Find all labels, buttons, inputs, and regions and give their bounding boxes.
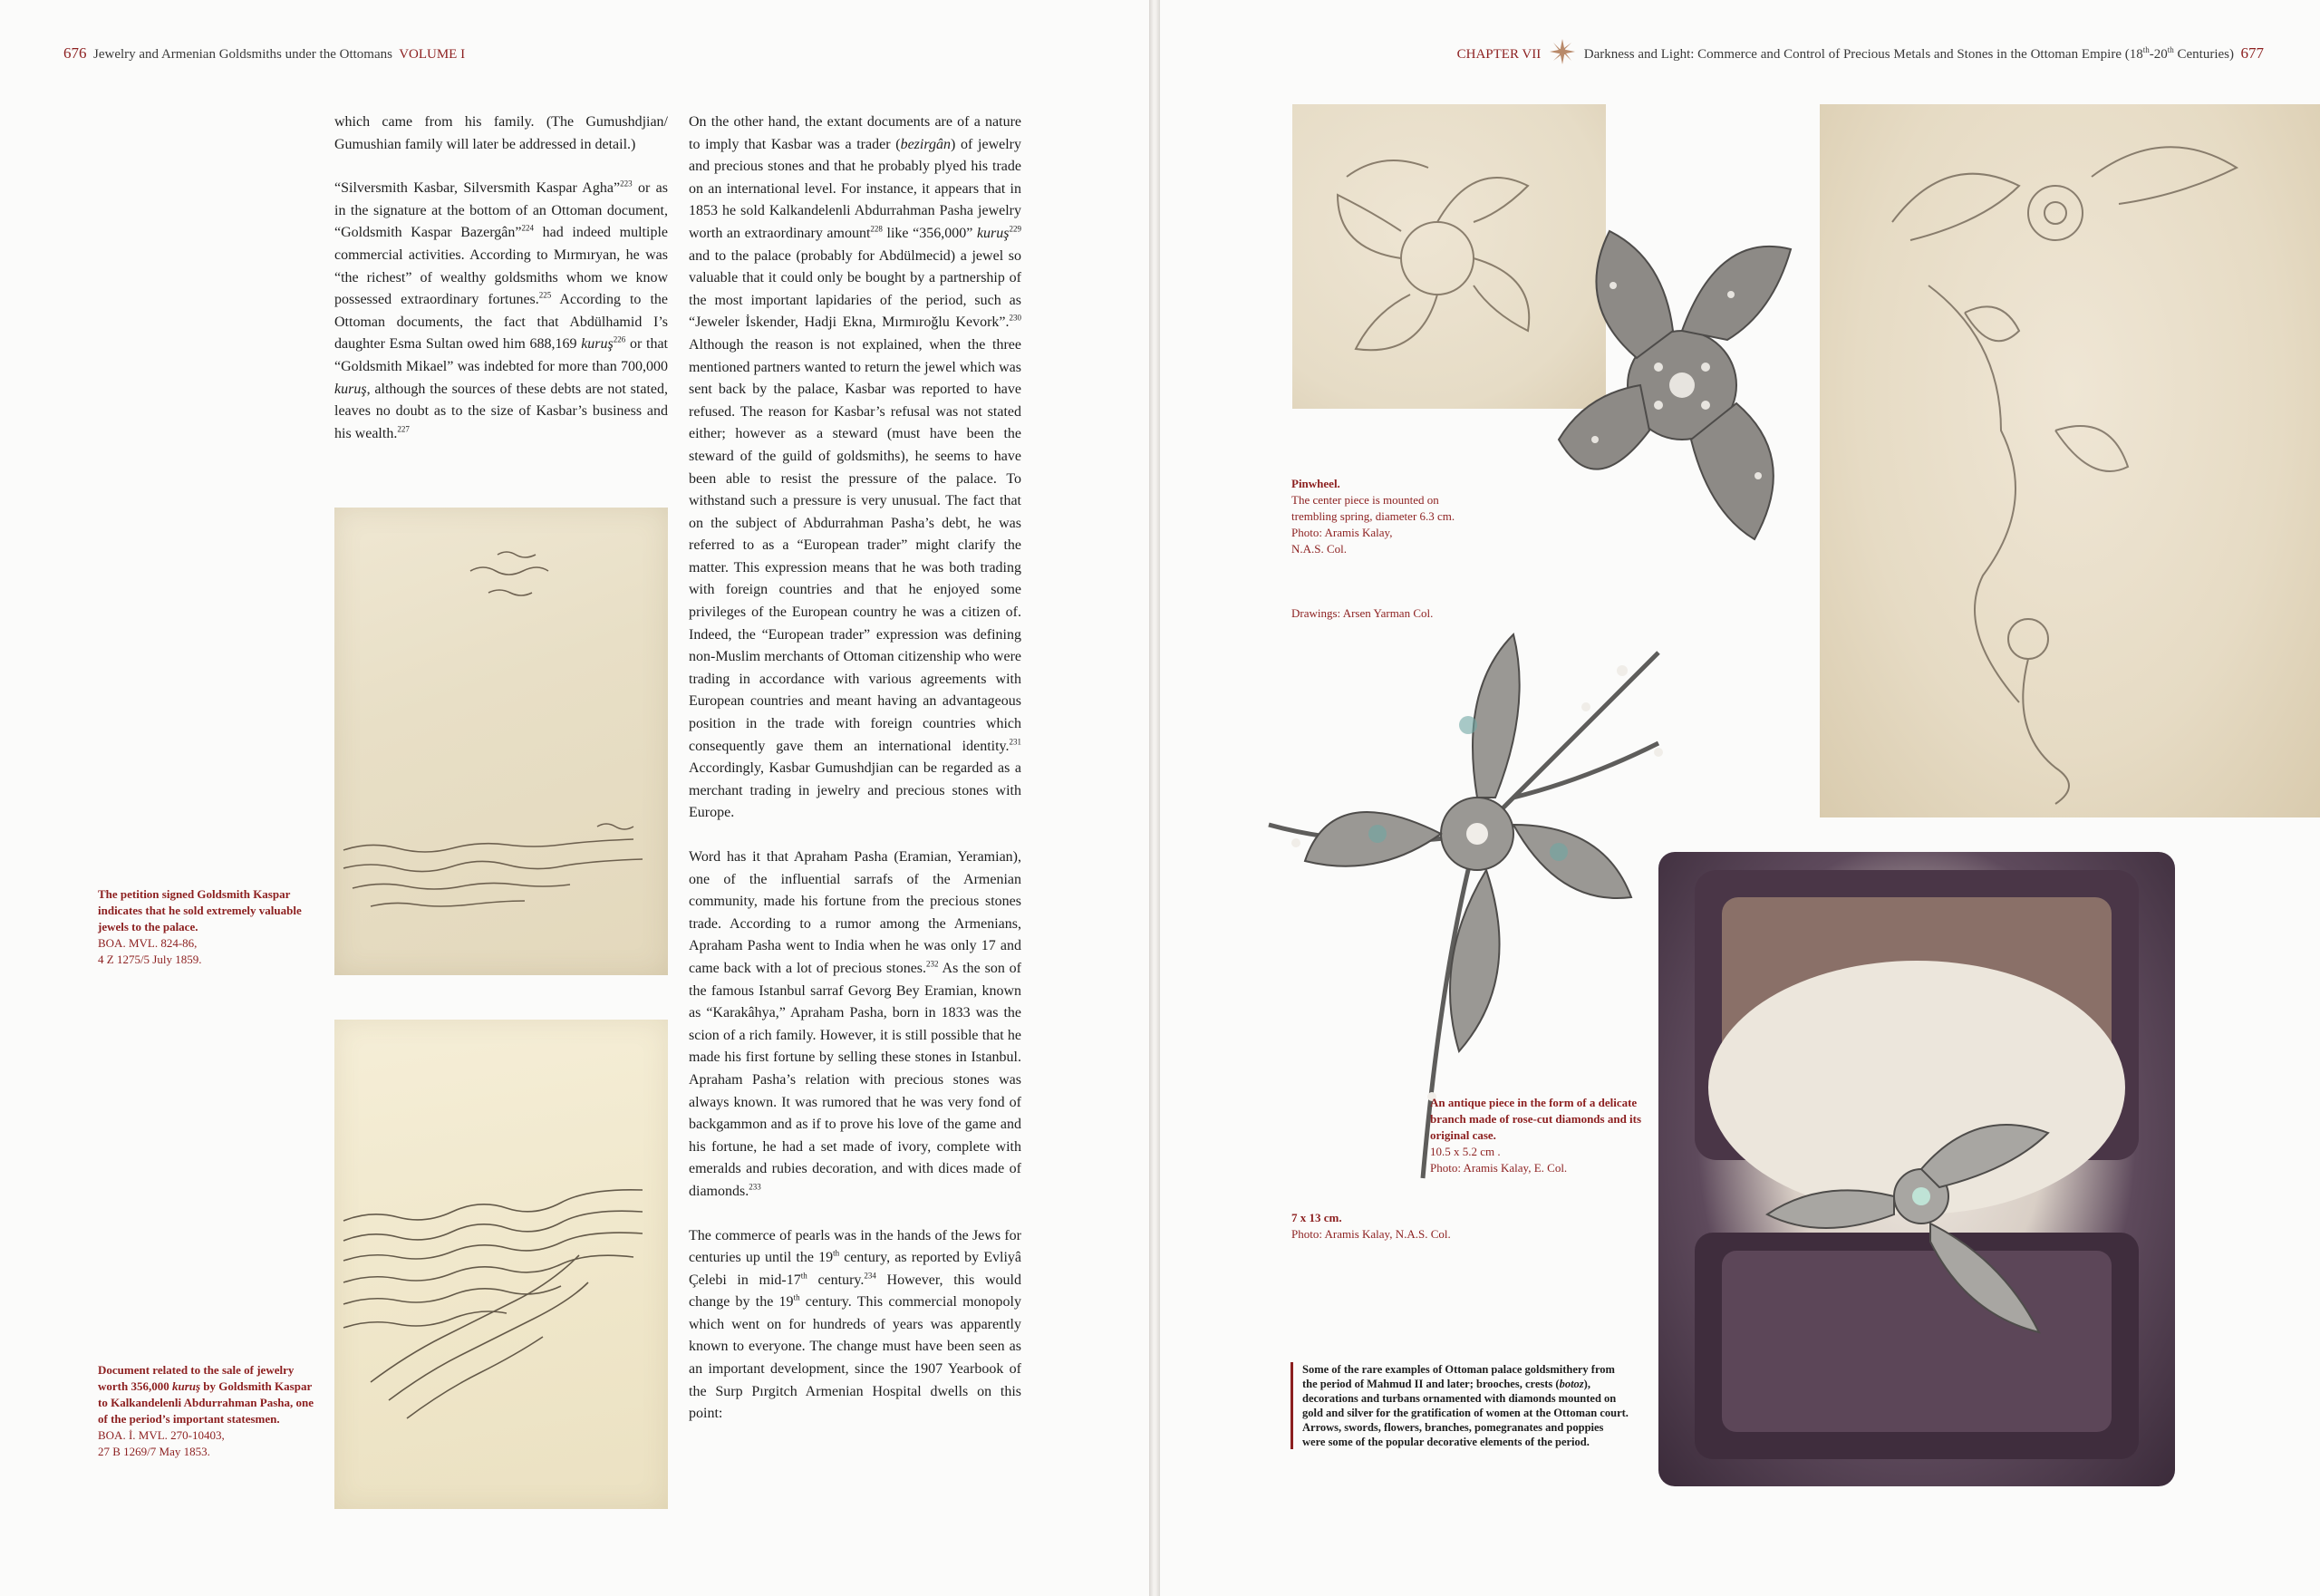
paragraph: which came from his family. (The Gumushdjian/ Gumushian family will later be addressed in detail.): [334, 114, 668, 152]
footnote-ref[interactable]: 224: [521, 224, 534, 234]
text-column-2: [689, 111, 1021, 1447]
footnote-ref[interactable]: 233: [749, 1182, 761, 1192]
sidebar-note: Some of the rare examples of Ottoman palace goldsmithery from the period of Mahmud II and later; brooches, crests (botoz), decorations and turbans ornamented with diamonds mounted on gold and silver for the gratification of women at the Ottoman court. Arrows, swords, flowers, branches, pomegranates and poppies were some of the popular decorative elements of the period.: [1290, 1362, 1629, 1449]
paragraph: “Silversmith Kasbar, Silversmith Kaspar Agha”$^{223}$ or as in the signature at the bottom of an Ottoman document, “Goldsmith Kaspar Bazergân”$^{224}$ had indeed multiple commercial activities. According to Mırmıryan, he was “the richest” of wealthy goldsmiths whom we know possessed extraordinary fortunes.$^{225}$ According to the Ottoman documents, the fact that Abdülhamid I’s daughter Esma Sultan owed him 688,169 kuruş$^{226}$ or that “Goldsmith Mikael” was indebted for more than 700,000 kuruş, although the sources of these debts are not stated, leaves no doubt as to the size of Kasbar’s business and his wealth.$^{227}$: [334, 179, 669, 441]
floral-drawing-image: [1820, 104, 2320, 817]
text-column-1: [334, 111, 668, 467]
ottoman-script-lines: [334, 508, 668, 975]
jewel-case-image: [1658, 852, 2175, 1486]
pinwheel-brooch: [1550, 213, 1814, 563]
left-running-header: [63, 44, 465, 63]
footnote-ref[interactable]: 225: [538, 290, 552, 300]
sale-document-image: [334, 1020, 668, 1509]
petition-caption: The petition signed Goldsmith Kaspar indicates that he sold extremely valuable jewels to the palace. BOA. MVL. 824-86, 4 Z 1275/5 July 1859.: [98, 887, 302, 966]
footnote-ref[interactable]: 228: [870, 224, 883, 234]
pinwheel-caption: Pinwheel. The center piece is mounted on trembling spring, diameter 6.3 cm. Photo: Aramis Kalay, N.A.S. Col.: [1291, 477, 1455, 556]
document-caption: Document related to the sale of jewelry worth 356,000 kuruş by Goldsmith Kaspar to Kalkandelenli Abdurrahman Pasha, one of the period’s important statesmen. BOA. İ. MVL. 270-10403, 27 B 1269/7 May 1853.: [98, 1363, 314, 1458]
ottoman-script-lines: [334, 1020, 668, 1509]
footnote-ref[interactable]: 231: [1009, 737, 1021, 747]
branch-jewel-in-case: [1658, 852, 2175, 1486]
petition-document-image: [334, 508, 668, 975]
left-page: [0, 0, 1149, 1596]
right-running-header: [1457, 44, 2264, 64]
footnote-ref[interactable]: 230: [1009, 314, 1021, 324]
pinwheel-brooch-image: [1550, 213, 1814, 563]
chapter-title: Darkness and Light: Commerce and Control of Precious Metals and Stones in the Ottoman Empire (18th-20th Centuries): [1583, 45, 2234, 62]
paragraph: Word has it that Apraham Pasha (Eramian, Yeramian), one of the influential sarrafs of the Armenian community, made his fortune from the precious stones trade. According to a rumor among the Armenians, Apraham Pasha went to India when he was only 17 and came back with a lot of precious stones.$^{232}$ As the son of the famous Istanbul sarraf Gevorg Bey Eramian, known as “Karakâhya,” Apraham Pasha, born in 1833 was the scion of a rich family. However, it is still possible that he made his first fortune by selling these stones in Istanbul. Apraham Pasha’s relation with precious stones was always known. It was rumored that he was very fond of backgammon and as if to prove his love of the game and his fortune, he had a set made of ivory, complete with emeralds and rubies decoration, and with dices made of diamonds.$^{233}$: [689, 849, 1022, 1199]
right-page: [1160, 0, 2320, 1596]
footnote-ref[interactable]: 232: [926, 959, 939, 969]
book-title: Jewelry and Armenian Goldsmiths under the Ottomans: [93, 47, 392, 62]
footnote-ref[interactable]: 226: [613, 335, 626, 345]
footnote-ref[interactable]: 234: [864, 1271, 876, 1281]
spray-caption: 7 x 13 cm. Photo: Aramis Kalay, N.A.S. Col.: [1291, 1211, 1451, 1241]
paragraph: On the other hand, the extant documents are of a nature to imply that Kasbar was a trader (bezirgân) of jewelry and precious stones and that he probably plyed his trade on an international level. For instance, it appears that in 1853 he sold Kalkandelenli Abdurrahman Pasha jewelry worth an extraordinary amount$^{228}$ like “356,000” kuruş$^{229}$ and to the palace (probably for Abdülmecid) a jewel so valuable that it could only be bought by a partnership of the most important lapidaries of the period, such as “Jeweler İskender, Hadji Ekna, Mırmıroğlu Kevork”.$^{230}$ Although the reason is not explained, when the three mentioned partners wanted to return the jewel which was sent back by the palace, Kasbar was reported to have refused. The reason for Kasbar’s refusal was not stated either; however as a steward (must have been the steward of the guild of goldsmiths), he seems to have been able to resist the pressure of the palace. To withstand such a pressure is very unusual. The fact that on the subject of Abdurrahman Pasha’s debt, he was referred to as a “European trader” might clarify the matter. This expression means that he was both trading with foreign countries and that he enjoyed some privileges of the European country he was a citizen of. Indeed, the “European trader” expression was defining non-Muslim merchants of Ottoman citizenship who were trading in accordance with various agreements with European countries and meant having an advantageous position in the trade with foreign countries which consequently gave them an international identity.$^{231}$ Accordingly, Kasbar Gumushdjian can be regarded as a merchant trading in jewelry and precious stones with Europe.: [689, 114, 1022, 821]
paragraph: The commerce of pearls was in the hands of the Jews for centuries up until the 19th century, as reported by Evliyâ Çelebi in mid-17th century.$^{234}$ However, this would change by the 19th century. This commercial monopoly which went on for hundreds of years was apparently known to everyone. The change must have been seen as an important development, since the 1907 Yearbook of the Surp Pırgitch Armenian Hospital dwells on this point:: [689, 1227, 1022, 1422]
book-gutter: [1149, 0, 1160, 1596]
footnote-ref[interactable]: 227: [397, 424, 410, 434]
floral-sketch: [1820, 104, 2320, 817]
chapter-label: CHAPTER VII: [1456, 47, 1542, 62]
branch-caption: An antique piece in the form of a delicate branch made of rose-cut diamonds and its original case. 10.5 x 5.2 cm . Photo: Aramis Kalay, E. Col.: [1430, 1096, 1642, 1175]
footnote-ref[interactable]: 229: [1009, 224, 1021, 234]
right-page-number: 677: [2240, 44, 2264, 62]
left-page-number: 676: [63, 44, 87, 62]
rosette-icon: [1550, 39, 1575, 64]
drawings-credit: Drawings: Arsen Yarman Col.: [1291, 606, 1434, 620]
footnote-ref[interactable]: 223: [620, 179, 633, 189]
volume-label: VOLUME I: [399, 47, 466, 62]
